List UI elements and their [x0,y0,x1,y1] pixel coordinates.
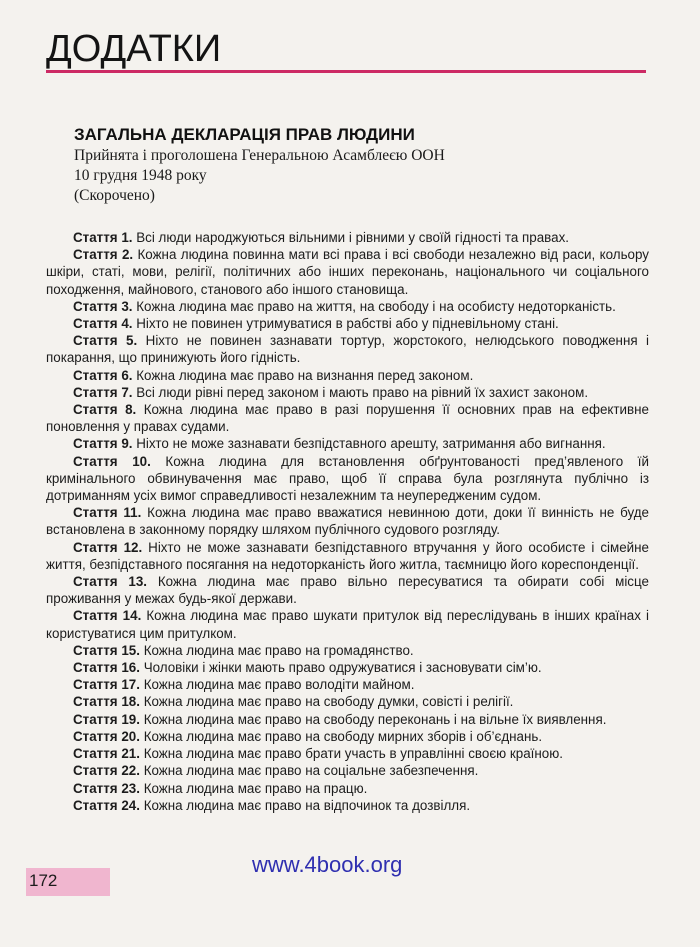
article-text: Кожна людина має право володіти майном. [143,677,415,693]
article [46,246,649,298]
article-label: Стаття 21. [73,746,140,762]
article [46,711,649,728]
subtitle-line-abridged: (Скорочено) [74,187,155,204]
article [46,401,649,435]
article [46,642,649,659]
article-label: Стаття 3. [73,298,133,314]
article-label: Стаття 18. [73,694,140,710]
article [46,728,649,745]
article-text: Кожна людина повинна мати всі права і всі свободи незалежно від раси, кольору шкіри, статі, мови, релігії, політичних або інших переконань, національного чи соціального походження, майнового, станового або іншого становища. [46,247,649,297]
article-label: Стаття 22. [73,763,140,779]
article [46,676,649,693]
article-text: Ніхто не повинен зазнавати тортур, жорстокого, нелюдського поводження і покарання, що принижують його гідність. [46,333,649,366]
article [46,659,649,676]
article-label: Стаття 16. [73,660,140,676]
article [46,539,649,573]
article-text: Кожна людина має право на життя, на свободу і на особисту недоторканість. [136,298,616,314]
article [46,780,649,797]
subtitle-line-date: 10 грудня 1948 року [74,167,207,184]
article [46,504,649,538]
article-label: Стаття 13. [73,574,148,590]
article-text: Ніхто не може зазнавати безпідставного арешту, затримання або вигнання. [136,436,606,452]
article-text: Кожна людина має право вільно пересуватися та обирати собі місце проживання у межах будь-якої держави. [46,574,649,607]
article-label: Стаття 8. [73,402,137,418]
article-text: Ніхто не повинен утримуватися в рабстві або у підневільному стані. [136,316,559,332]
article-text: Кожна людина для встановлення обґрунтованості пред’явленого їй кримінального обвинувачення має право, щоб її справа була розглянута публічно із дотриманням усіх вимог справедливості незалежним та неупередженим судом. [46,453,649,504]
article-text: Кожна людина має право вважатися невинною доти, доки її винність не буде встановлена в законному порядку шляхом публічного судового розгляду. [46,505,649,538]
article [46,367,649,384]
section-title: ДОДАТКИ [46,28,222,70]
article-label: Стаття 20. [73,728,140,744]
article-text: Кожна людина має право на працю. [143,780,368,796]
article [46,453,649,505]
article-text: Всі люди рівні перед законом і мають право на рівний їх захист законом. [136,384,589,400]
article-text: Кожна людина має право на свободу думки, совісті і релігії. [143,694,514,710]
article-label: Стаття 6. [73,367,133,383]
article-label: Стаття 12. [73,539,143,555]
article [46,693,649,710]
article [46,384,649,401]
article-text: Кожна людина має право на свободу мирних зборів і об’єднань. [143,728,543,744]
article-text: Кожна людина має право в разі порушення її основних прав на ефективне поновлення у правах судами. [46,402,649,435]
article-label: Стаття 5. [73,333,138,349]
article-label: Стаття 17. [73,677,140,693]
article-label: Стаття 15. [73,642,140,658]
article [46,229,649,246]
document-heading: ЗАГАЛЬНА ДЕКЛАРАЦІЯ ПРАВ ЛЮДИНИ [74,125,415,144]
article-label: Стаття 4. [73,316,133,332]
article-text: Кожна людина має право брати участь в управлінні своєю країною. [143,746,563,762]
article-text: Чоловіки і жінки мають право одружуватися і засновувати сім’ю. [143,660,542,676]
article-label: Стаття 19. [73,711,140,727]
article-label: Стаття 9. [73,436,133,452]
article-text: Кожна людина має право на громадянство. [143,642,414,658]
article-label: Стаття 2. [73,247,134,263]
article [46,745,649,762]
article-text: Кожна людина має право на свободу переконань і на вільне їх виявлення. [143,711,607,727]
article [46,315,649,332]
article-label: Стаття 23. [73,780,140,796]
article-text: Кожна людина має право на соціальне забезпечення. [143,763,479,779]
article [46,298,649,315]
article-label: Стаття 24. [73,797,140,813]
article-text: Кожна людина має право на відпочинок та дозвілля. [143,797,471,813]
article-label: Стаття 11. [73,505,142,521]
articles-list [46,229,649,814]
article-text: Кожна людина має право шукати притулок від переслідувань в інших країнах і користуватися цим притулком. [46,608,649,641]
article [46,797,649,814]
article [46,762,649,779]
article-label: Стаття 14. [73,608,142,624]
article-text: Ніхто не може зазнавати безпідставного втручання у його особисте і сімейне життя, безпідставного посягання на недоторканість його житла, таємницю його кореспонденції. [46,539,649,572]
title-rule [46,70,646,73]
watermark-link[interactable]: www.4book.org [252,852,403,877]
article-label: Стаття 7. [73,384,133,400]
article-text: Кожна людина має право на визнання перед законом. [136,367,474,383]
article [46,332,649,366]
page-number: 172 [29,871,58,890]
article [46,435,649,452]
article [46,573,649,607]
article-label: Стаття 10. [73,453,151,469]
subtitle-line-adoption: Прийнята і проголошена Генеральною Асамблеєю ООН [74,147,445,164]
article [46,607,649,641]
document-subtitle [74,146,445,206]
article-label: Стаття 1. [73,230,133,245]
article-text: Всі люди народжуються вільними і рівними у своїй гідності та правах. [136,230,569,245]
